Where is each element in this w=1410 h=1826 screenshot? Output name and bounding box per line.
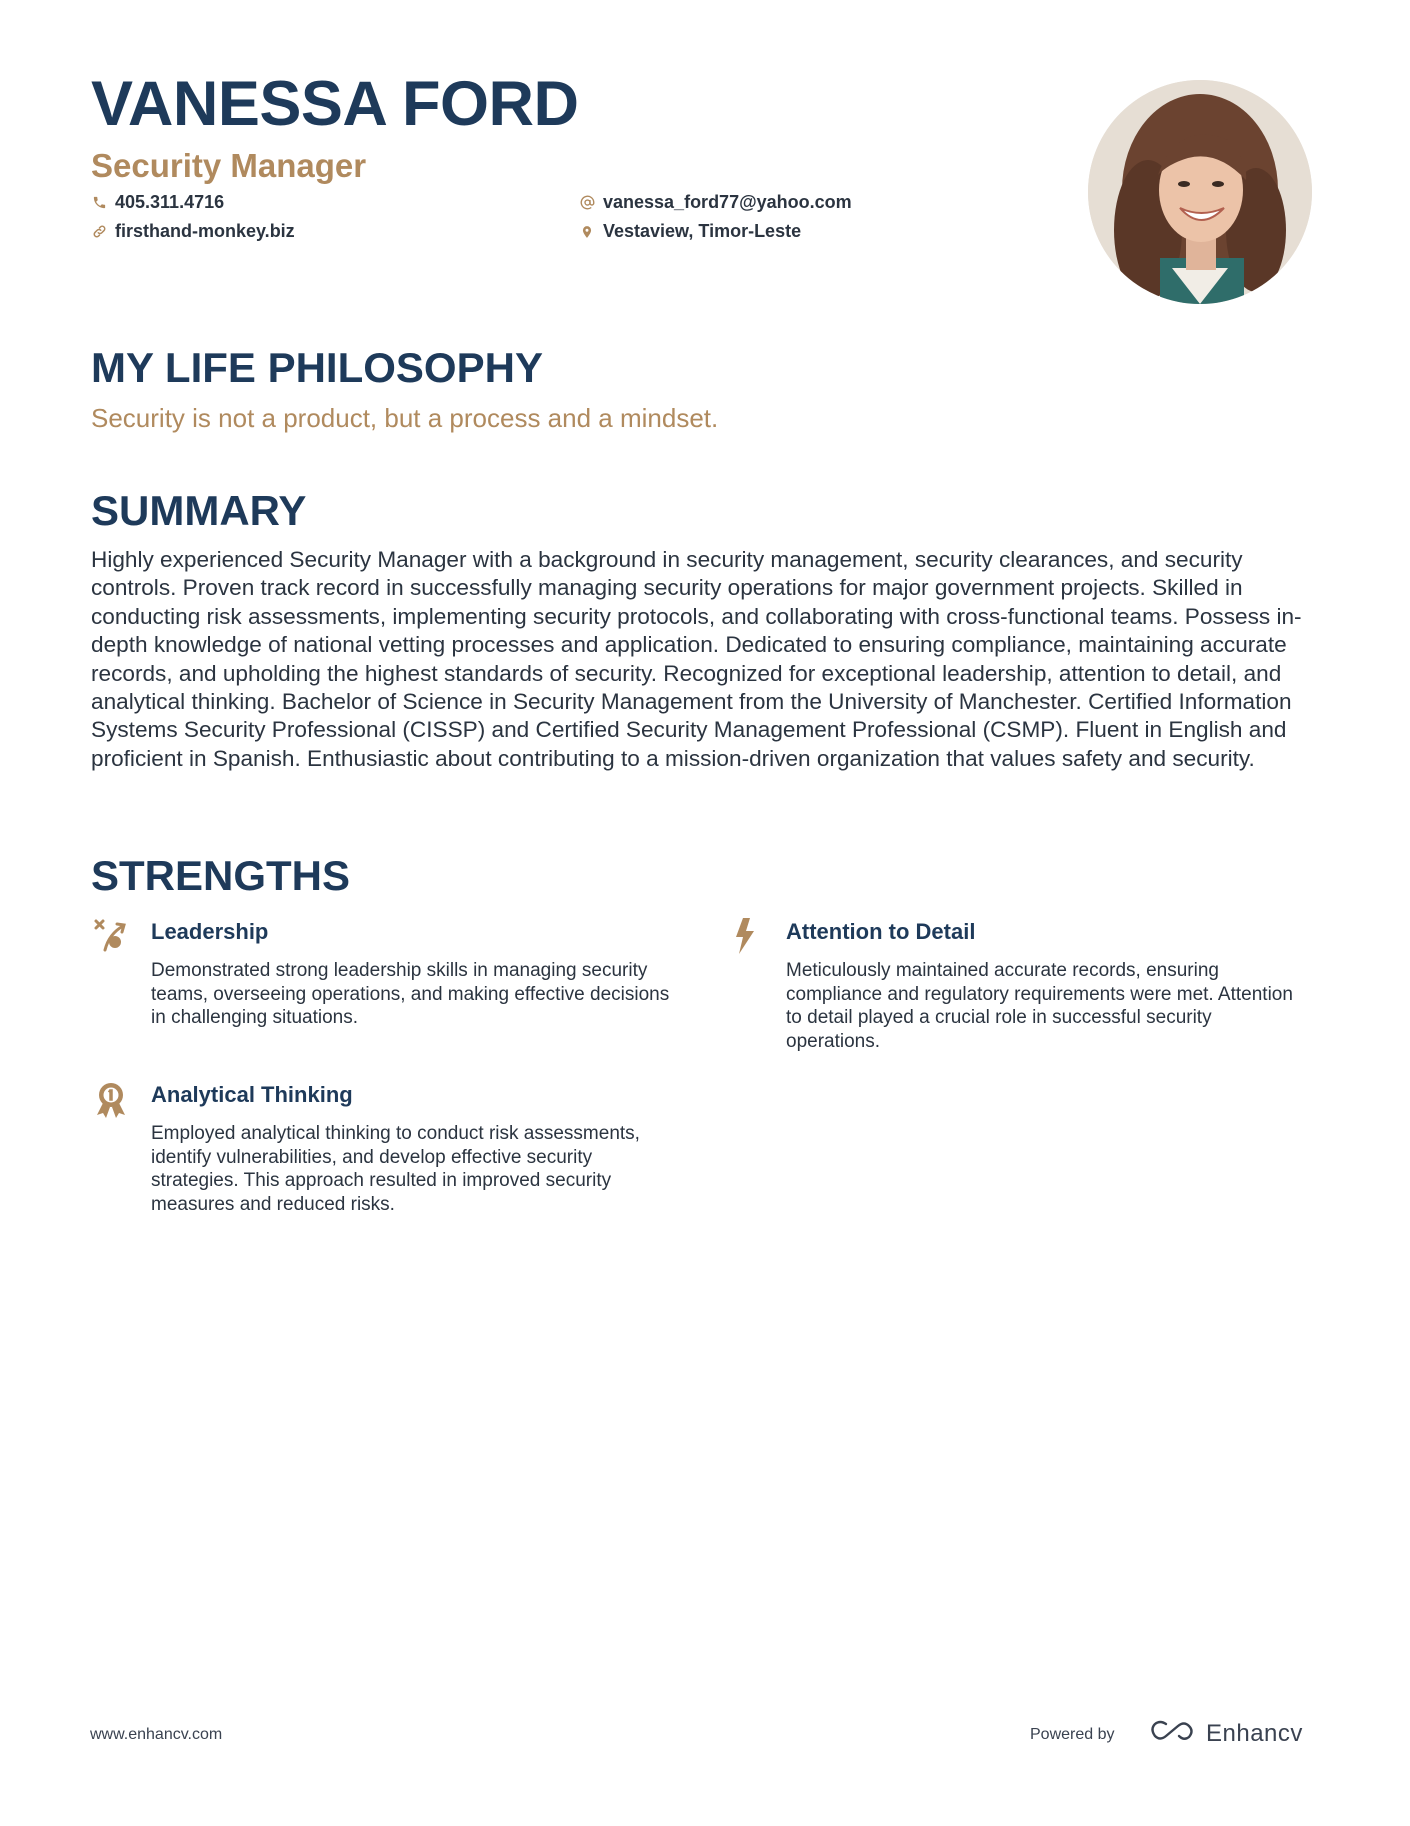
website-link[interactable]: firsthand-monkey.biz bbox=[115, 221, 295, 241]
candidate-title: Security Manager bbox=[91, 147, 367, 184]
strengths-heading: STRENGTHS bbox=[91, 852, 351, 899]
strength-description: Meticulously maintained accurate records, ensuring compliance and regulatory requirements were met. Attention to detail played a crucial role in successful security operations. bbox=[786, 960, 1293, 1052]
footer-url[interactable]: www.enhancv.com bbox=[90, 1726, 223, 1743]
contact-website[interactable] bbox=[91, 221, 295, 242]
philosophy-heading: MY LIFE PHILOSOPHY bbox=[91, 344, 543, 391]
brand-name: Enhancv bbox=[1206, 1719, 1303, 1747]
strength-title: Analytical Thinking bbox=[151, 1082, 353, 1107]
brand-logo[interactable] bbox=[1148, 1718, 1303, 1749]
award-ribbon-icon bbox=[91, 1079, 131, 1119]
strength-title: Leadership bbox=[151, 919, 269, 944]
strength-description: Demonstrated strong leadership skills in managing security teams, overseeing operations, and making effective decisions in challenging situations. bbox=[151, 960, 670, 1029]
profile-photo bbox=[1088, 80, 1312, 304]
phone-icon bbox=[91, 195, 107, 211]
strength-description: Employed analytical thinking to conduct risk assessments, identify vulnerabilities, and develop effective security strategies. This approach resulted in improved security measures and reduced risks. bbox=[151, 1123, 640, 1215]
strategy-icon bbox=[91, 916, 131, 956]
candidate-name: VANESSA FORD bbox=[91, 69, 579, 139]
philosophy-quote: Security is not a product, but a process and a mindset. bbox=[91, 403, 719, 433]
email-link[interactable]: vanessa_ford77@yahoo.com bbox=[603, 192, 852, 212]
strength-title: Attention to Detail bbox=[786, 919, 976, 944]
enhancv-logo-icon bbox=[1148, 1718, 1196, 1749]
link-icon bbox=[91, 224, 107, 240]
summary-text: Highly experienced Security Manager with a background in security management, security clearances, and security controls. Proven track record in successfully managing security operations for major government projects. Skilled in conducting risk assessments, implementing security protocols, and collaborating with cross-functional teams. Possess in-depth knowledge of national vetting processes and application. Dedicated to ensuring compliance, maintaining accurate records, and upholding the highest standards of security. Recognized for exceptional leadership, attention to detail, and analytical thinking. Bachelor of Science in Security Management from the University of Manchester. Certified Information Systems Security Professional (CISSP) and Certified Security Management Professional (CSMP). Fluent in English and proficient in Spanish. Enthusiastic about contributing to a mission-driven organization that values safety and security. bbox=[91, 547, 1302, 771]
at-icon bbox=[579, 195, 595, 211]
summary-heading: SUMMARY bbox=[91, 487, 307, 534]
contact-phone bbox=[91, 192, 224, 213]
powered-by-label: Powered by bbox=[1030, 1726, 1115, 1743]
lightning-icon bbox=[726, 916, 766, 956]
phone-text: 405.311.4716 bbox=[115, 192, 225, 212]
location-text: Vestaview, Timor-Leste bbox=[603, 221, 802, 241]
contact-email[interactable] bbox=[579, 192, 852, 213]
contact-location bbox=[579, 221, 801, 242]
location-pin-icon bbox=[579, 224, 595, 240]
